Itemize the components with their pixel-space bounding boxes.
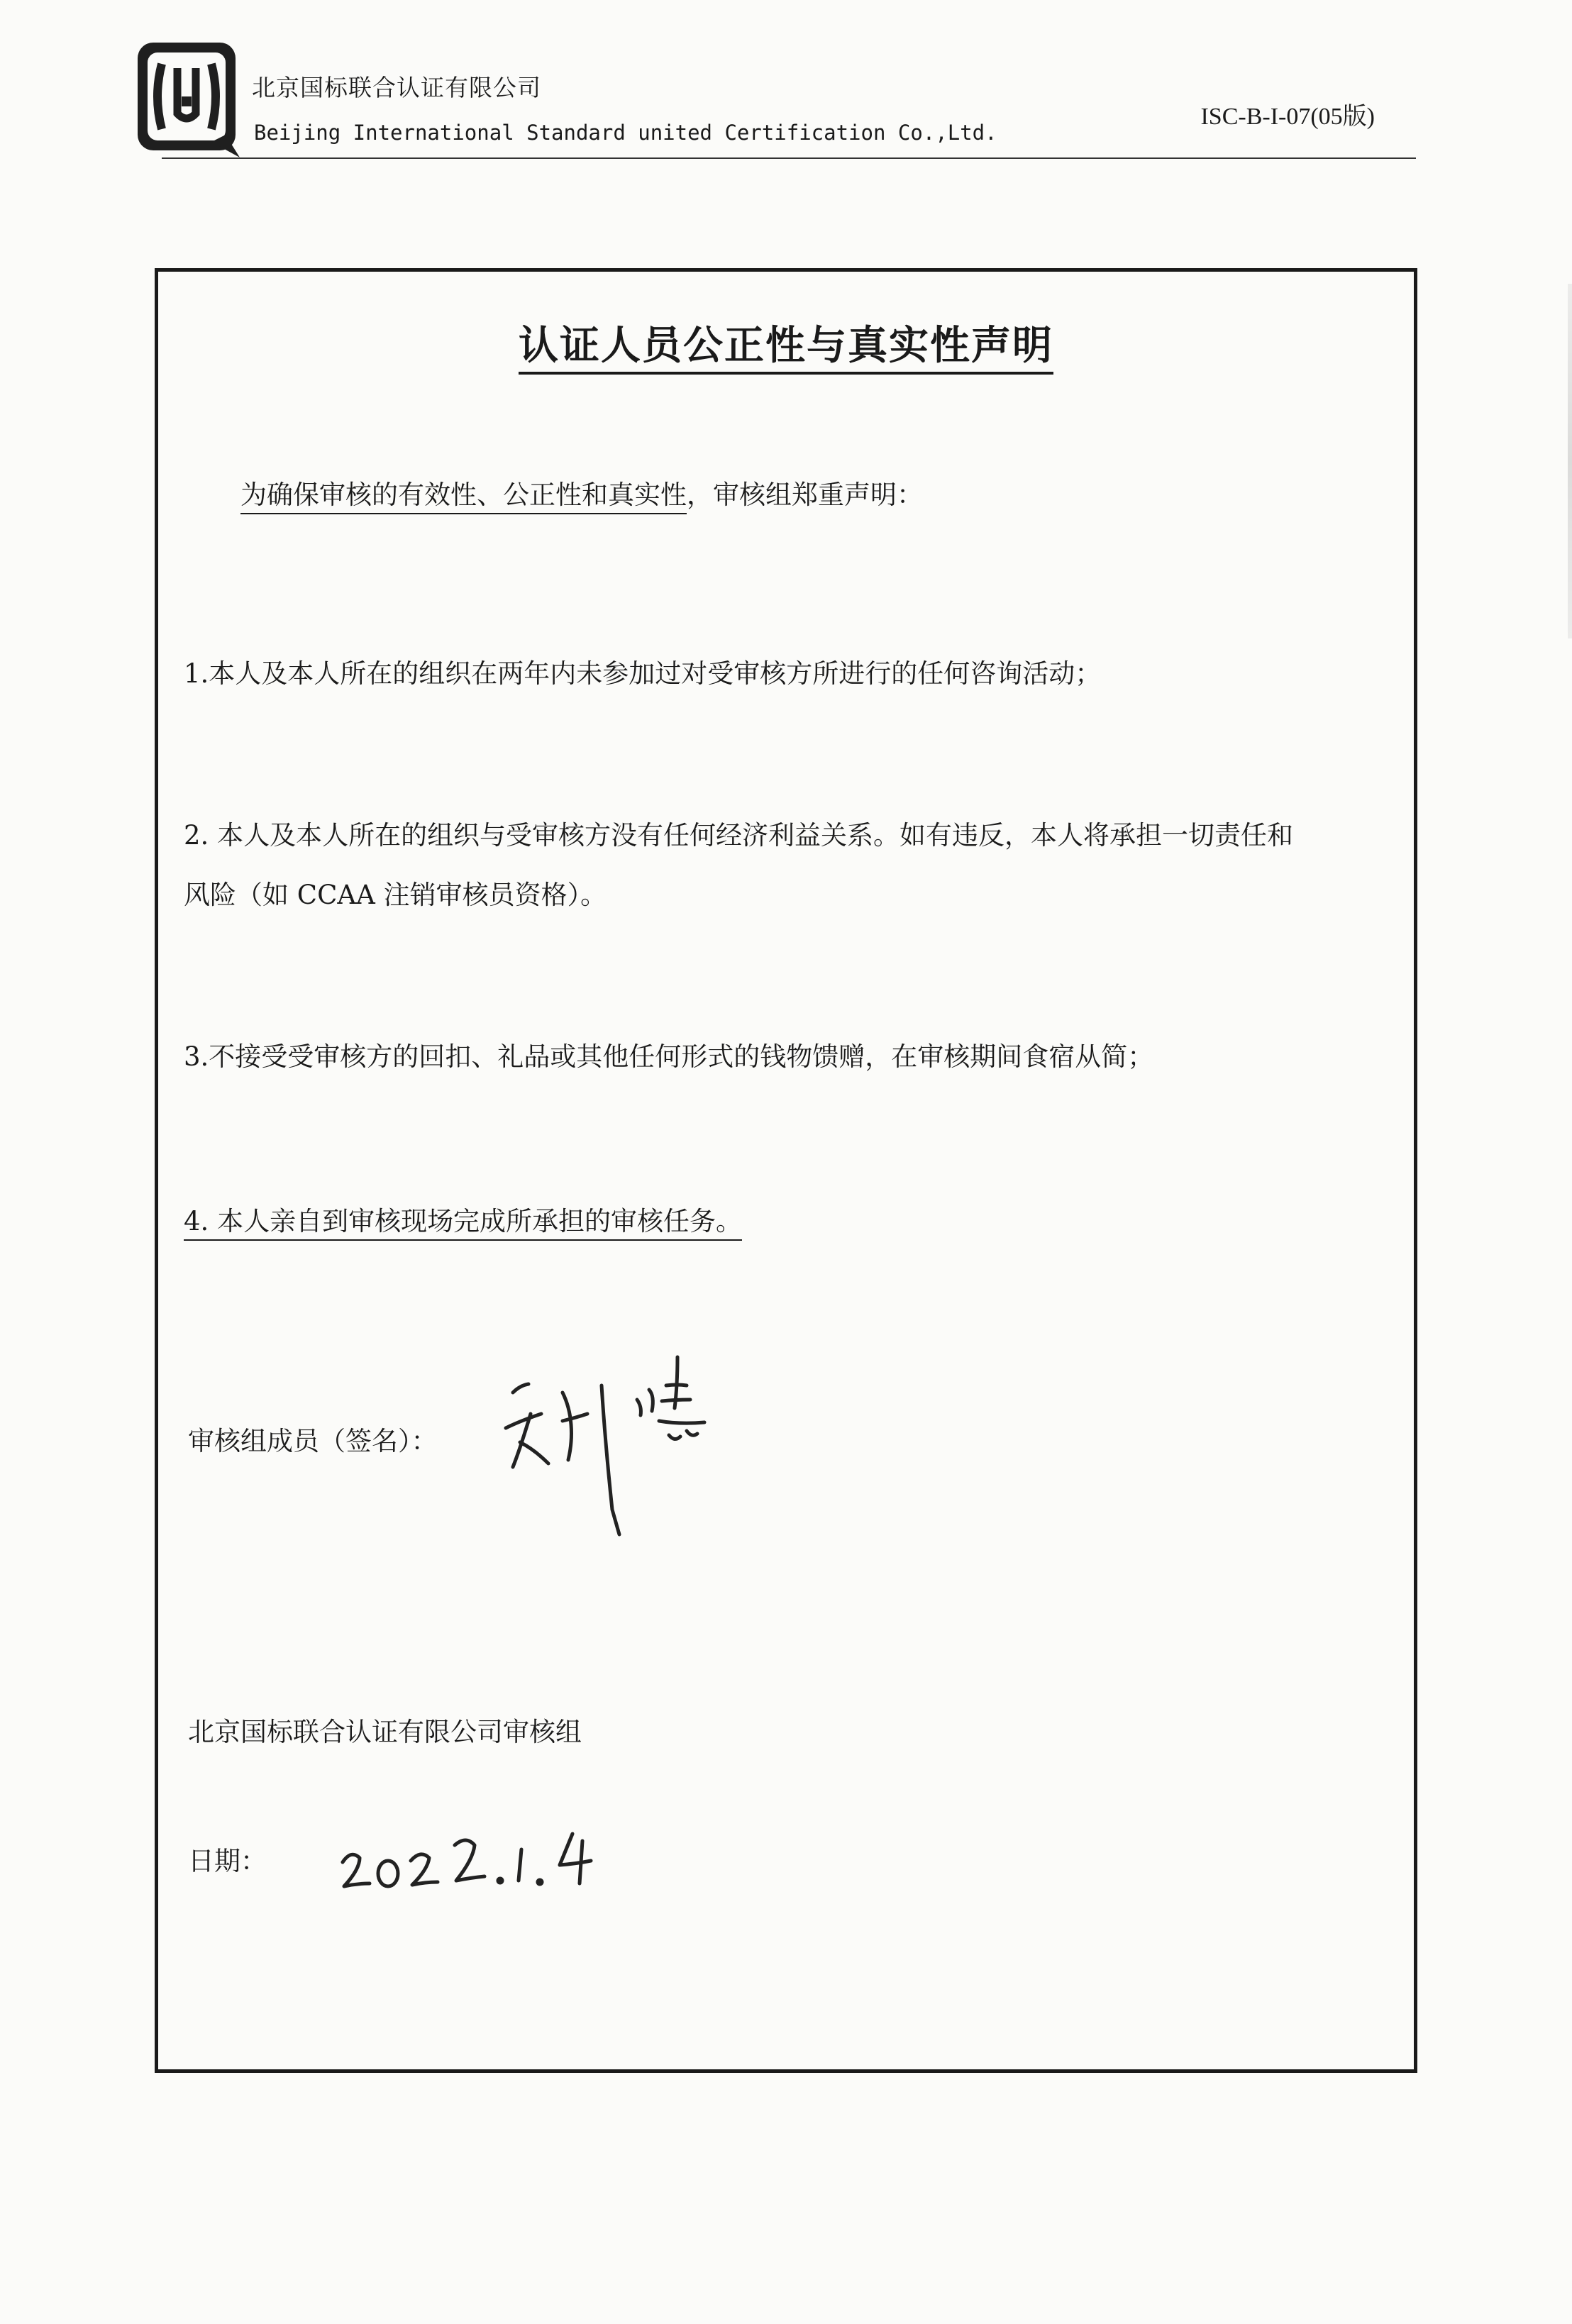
handwritten-date — [336, 1818, 633, 1903]
document-code: ISC-B-I-07(05版) — [1200, 104, 1375, 130]
declaration-intro — [240, 482, 923, 508]
member-signature-label: 审核组成员（签名）： — [188, 1426, 438, 1456]
header-divider — [162, 157, 1416, 159]
declaration-title-text: 认证人员公正性与真实性声明 — [519, 323, 1053, 375]
declaration-item-3: 3.不接受受审核方的回扣、礼品或其他任何形式的钱物馈赠，在审核期间食宿从简； — [184, 1041, 1154, 1072]
company-name-en: Beijing International Standard united Certification Co.,Ltd. — [254, 121, 997, 145]
isc-logo-icon — [133, 35, 240, 157]
declaration-title — [158, 314, 1414, 371]
date-label: 日期： — [188, 1846, 267, 1876]
company-name-cn: 北京国标联合认证有限公司 — [252, 74, 541, 101]
declaration-item-4 — [184, 1208, 742, 1234]
scan-edge-shadow — [1568, 284, 1572, 638]
declaration-item-2-line-2: 风险（如 CCAA 注销审核员资格）。 — [184, 880, 607, 910]
audit-team-company: 北京国标联合认证有限公司审核组 — [188, 1717, 582, 1747]
item-4-text: 4. 本人亲自到审核现场完成所承担的审核任务。 — [184, 1206, 742, 1241]
intro-rest-text: ，审核组郑重声明： — [687, 480, 923, 510]
declaration-frame — [155, 268, 1417, 2073]
declaration-item-2-line-1: 2. 本人及本人所在的组织与受审核方没有任何经济利益关系。如有违反，本人将承担一切责任和 — [184, 820, 1294, 851]
handwritten-signature — [492, 1343, 733, 1549]
declaration-item-1: 1.本人及本人所在的组织在两年内未参加过对受审核方所进行的任何咨询活动； — [184, 658, 1102, 689]
intro-underlined-text: 为确保审核的有效性、公正性和真实性 — [240, 480, 687, 514]
